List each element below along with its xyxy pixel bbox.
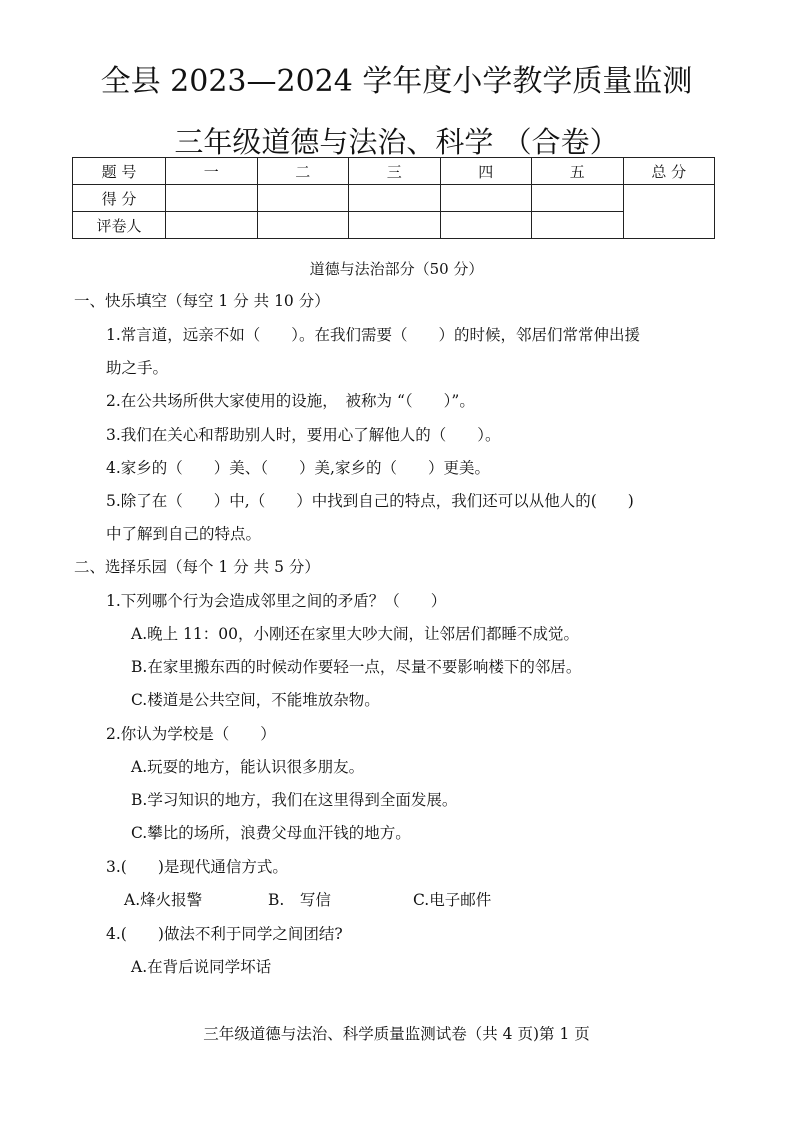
header-cell: 一 xyxy=(166,158,258,185)
option-text: B.学习知识的地方，我们在这里得到全面发展。 xyxy=(131,791,458,809)
question-text: 1.下列哪个行为会造成邻里之间的矛盾？（ ） xyxy=(106,592,447,610)
grader-cell xyxy=(166,212,258,239)
question-text: 助之手。 xyxy=(106,359,169,377)
question-text: 5.除了在（ ）中,（ ）中找到自己的特点，我们还可以从他人的( ) xyxy=(106,492,634,510)
question-text: 中了解到自己的特点。 xyxy=(106,525,262,543)
question-text: 2.你认为学校是（ ） xyxy=(106,725,276,743)
page-footer: 三年级道德与法治、科学质量监测试卷（共 4 页)第 1 页 xyxy=(203,1025,590,1043)
question-text: 3.( )是现代通信方式。 xyxy=(106,858,288,876)
option-text: C.电子邮件 xyxy=(413,891,492,909)
row-label: 得 分 xyxy=(73,185,166,212)
grader-row xyxy=(73,212,715,239)
option-text: A.烽火报警 xyxy=(124,891,203,909)
score-table-header-row xyxy=(73,158,715,185)
section-title: 道德与法治部分（50 分） xyxy=(309,260,484,278)
exam-subtitle: 三年级道德与法治、科学 （合卷） xyxy=(174,125,619,159)
grader-cell xyxy=(440,212,532,239)
question-text: 3.我们在关心和帮助别人时，要用心了解他人的（ ）。 xyxy=(106,426,501,444)
header-cell: 三 xyxy=(349,158,441,185)
option-text: C.攀比的场所，浪费父母血汗钱的地方。 xyxy=(131,824,411,842)
score-cell xyxy=(257,185,349,212)
option-text: C.楼道是公共空间，不能堆放杂物。 xyxy=(131,691,380,709)
score-row xyxy=(73,185,715,212)
option-text: A.玩耍的地方，能认识很多朋友。 xyxy=(131,758,365,776)
question-text: 2.在公共场所供大家使用的设施， 被称为 “（ ）”。 xyxy=(106,392,475,410)
score-cell xyxy=(532,185,624,212)
option-text: B.在家里搬东西的时候动作要轻一点，尽量不要影响楼下的邻居。 xyxy=(131,658,582,676)
option-text: A.在背后说同学坏话 xyxy=(131,958,272,976)
score-table xyxy=(72,157,715,239)
grader-cell xyxy=(349,212,441,239)
exam-title: 全县 2023—2024 学年度小学教学质量监测 xyxy=(100,64,693,99)
header-cell: 四 xyxy=(440,158,532,185)
part2-heading: 二、选择乐园（每个 1 分 共 5 分） xyxy=(74,558,320,576)
header-cell: 题 号 xyxy=(73,158,166,185)
option-text: A.晚上 11：00，小刚还在家里大吵大闹，让邻居们都睡不成觉。 xyxy=(131,625,579,643)
header-cell: 总 分 xyxy=(623,158,715,185)
total-score-cell xyxy=(623,185,715,239)
score-cell xyxy=(349,185,441,212)
score-cell xyxy=(166,185,258,212)
question-text: 1.常言道，远亲不如（ ）。在我们需要（ ）的时候，邻居们常常伸出援 xyxy=(106,326,641,344)
grader-cell xyxy=(257,212,349,239)
score-cell xyxy=(440,185,532,212)
grader-cell xyxy=(532,212,624,239)
header-cell: 五 xyxy=(532,158,624,185)
question-text: 4.家乡的（ ）美、（ ）美,家乡的（ ）更美。 xyxy=(106,459,490,477)
header-cell: 二 xyxy=(257,158,349,185)
option-text: B. 写信 xyxy=(268,891,331,909)
part1-heading: 一、快乐填空（每空 1 分 共 10 分） xyxy=(74,292,330,310)
question-text: 4.( )做法不利于同学之间团结? xyxy=(106,925,343,943)
row-label: 评卷人 xyxy=(73,212,166,239)
